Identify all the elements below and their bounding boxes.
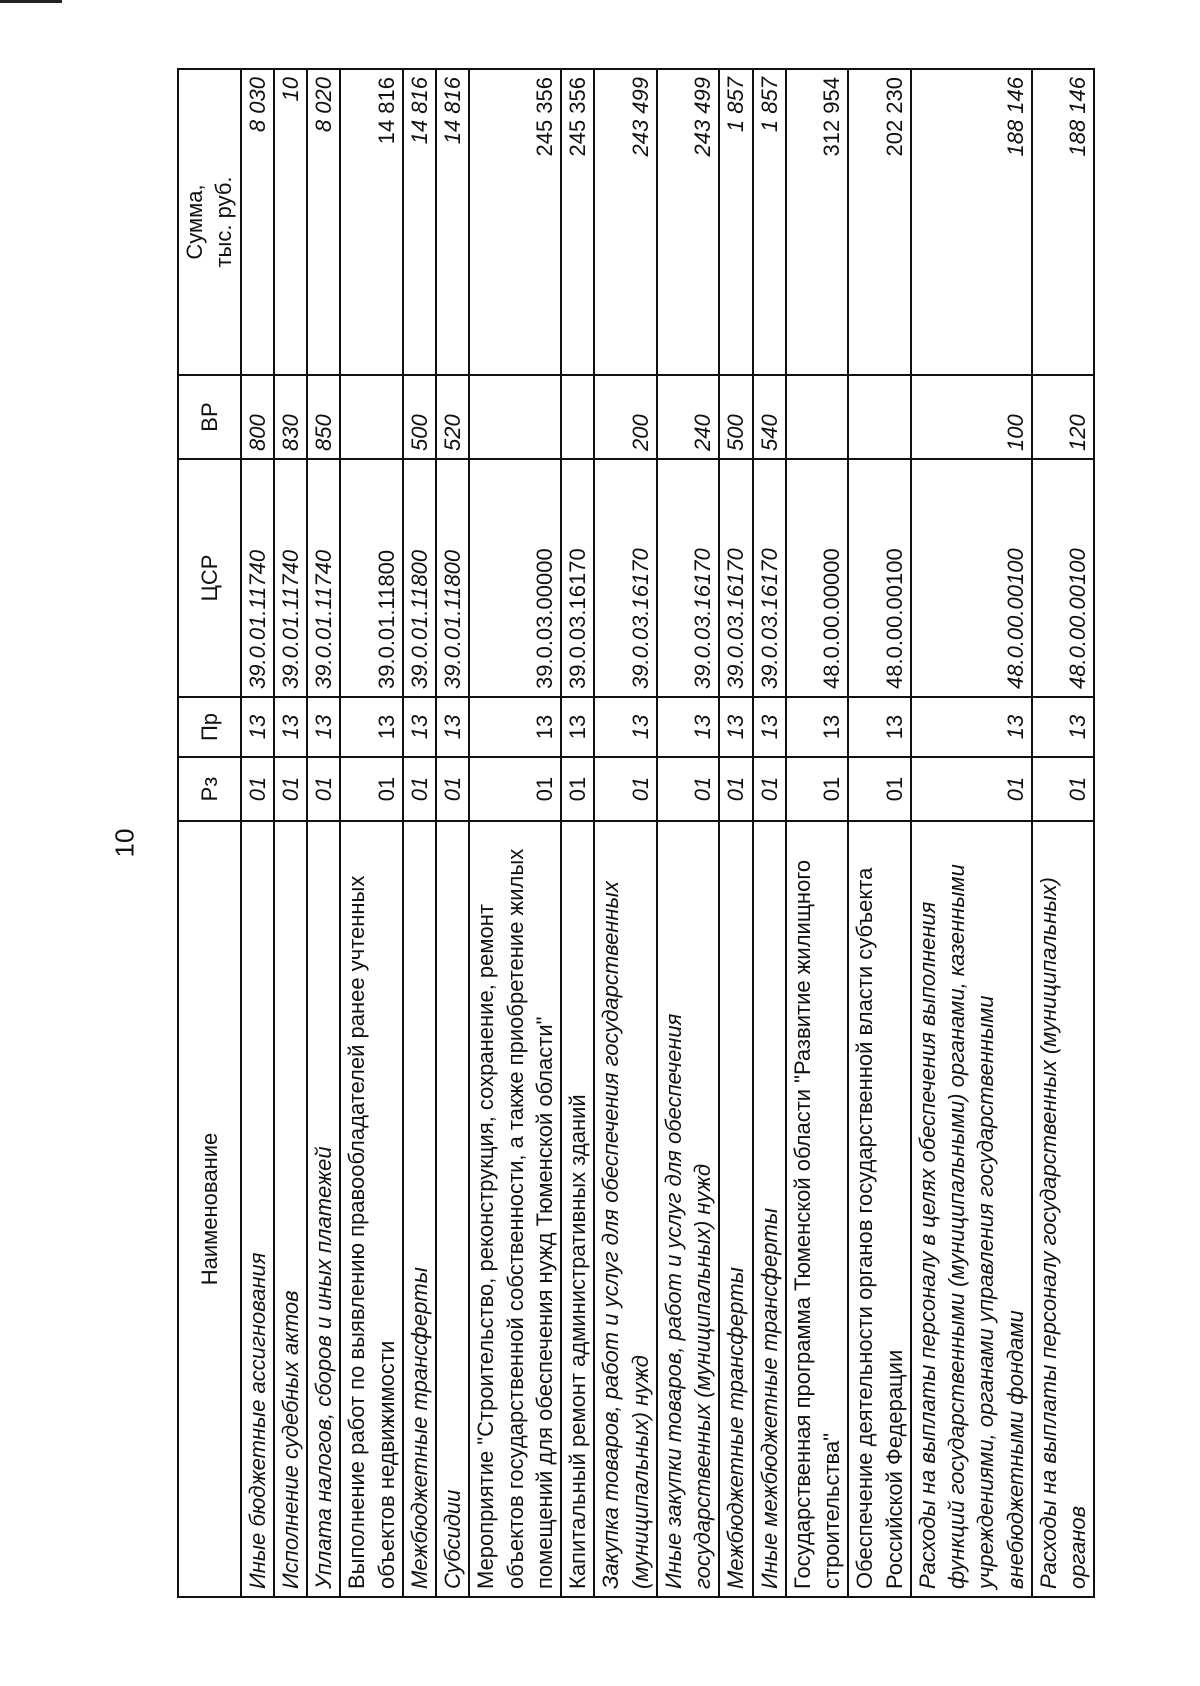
- scan-edge-mark: [0, 0, 62, 3]
- table-row: [594, 69, 657, 1597]
- cell-sum: 14 816: [403, 69, 436, 375]
- table-row: [469, 69, 561, 1597]
- cell-sum: 243 499: [594, 69, 657, 375]
- cell-name: Уплата налогов, сборов и иных платежей: [307, 821, 340, 1597]
- cell-rz: 01: [911, 757, 1032, 821]
- cell-rz: 01: [307, 757, 340, 821]
- cell-name: Капитальный ремонт административных зданий: [561, 821, 594, 1597]
- cell-rz: 01: [436, 757, 469, 821]
- cell-pr: 13: [594, 697, 657, 757]
- cell-rz: 01: [594, 757, 657, 821]
- table-row: [657, 69, 720, 1597]
- table-row: [786, 69, 849, 1597]
- cell-sum: 245 356: [469, 69, 561, 375]
- cell-name: Субсидии: [436, 821, 469, 1597]
- cell-name: Исполнение судебных актов: [274, 821, 307, 1597]
- cell-pr: 13: [274, 697, 307, 757]
- cell-name: Иные закупки товаров, работ и услуг для обеспечения государственных (муниципальных) нужд: [657, 821, 720, 1597]
- cell-rz: 01: [657, 757, 720, 821]
- header-sum-line2: тыс. руб.: [211, 176, 237, 268]
- cell-csr: 48.0.00.00100: [848, 459, 911, 697]
- cell-pr: 13: [469, 697, 561, 757]
- cell-rz: 01: [719, 757, 752, 821]
- cell-csr: 39.0.03.00000: [469, 459, 561, 697]
- cell-vr: 850: [307, 375, 340, 459]
- cell-sum: 202 230: [848, 69, 911, 375]
- cell-pr: 13: [911, 697, 1032, 757]
- header-row: [178, 69, 241, 1597]
- cell-vr: 520: [436, 375, 469, 459]
- header-rz: Рз: [178, 757, 241, 821]
- cell-vr: 100: [911, 375, 1032, 459]
- cell-vr: 120: [1032, 375, 1095, 459]
- cell-name: Закупка товаров, работ и услуг для обеспечения государственных (муниципальных) нужд: [594, 821, 657, 1597]
- cell-sum: 14 816: [436, 69, 469, 375]
- table-row: [436, 69, 469, 1597]
- cell-sum: 8 020: [307, 69, 340, 375]
- cell-rz: 01: [403, 757, 436, 821]
- cell-sum: 312 954: [786, 69, 849, 375]
- cell-vr: 800: [241, 375, 274, 459]
- cell-rz: 01: [1032, 757, 1095, 821]
- cell-csr: 39.0.03.16170: [594, 459, 657, 697]
- budget-table-rotated: [177, 70, 1090, 1598]
- cell-vr: [561, 375, 594, 459]
- header-csr: ЦСР: [178, 459, 241, 697]
- header-pr: Пр: [178, 697, 241, 757]
- cell-rz: 01: [469, 757, 561, 821]
- cell-pr: 13: [561, 697, 594, 757]
- cell-pr: 13: [307, 697, 340, 757]
- cell-pr: 13: [241, 697, 274, 757]
- cell-rz: 01: [753, 757, 786, 821]
- cell-name: Обеспечение деятельности органов государственной власти субъекта Российской Федерации: [848, 821, 911, 1597]
- page-number: 10: [109, 828, 140, 858]
- table-row: [753, 69, 786, 1597]
- cell-vr: [848, 375, 911, 459]
- cell-name: Межбюджетные трансферты: [719, 821, 752, 1597]
- cell-sum: 245 356: [561, 69, 594, 375]
- cell-name: Иные межбюджетные трансферты: [753, 821, 786, 1597]
- table-row: [848, 69, 911, 1597]
- cell-rz: 01: [340, 757, 403, 821]
- cell-pr: 13: [657, 697, 720, 757]
- cell-sum: 1 857: [719, 69, 752, 375]
- cell-sum: 14 816: [340, 69, 403, 375]
- cell-csr: 39.0.01.11800: [340, 459, 403, 697]
- cell-vr: 500: [403, 375, 436, 459]
- table-row: [561, 69, 594, 1597]
- header-name: Наименование: [178, 821, 241, 1597]
- cell-name: Государственная программа Тюменской области "Развитие жилищного строительства": [786, 821, 849, 1597]
- cell-rz: 01: [786, 757, 849, 821]
- cell-pr: 13: [340, 697, 403, 757]
- cell-csr: 39.0.03.16170: [753, 459, 786, 697]
- header-sum-line1: Сумма,: [182, 184, 207, 260]
- cell-pr: 13: [719, 697, 752, 757]
- cell-name: Мероприятие "Строительство, реконструкция, сохранение, ремонт объектов государственной собственности, а также приобретение жилых помещений для обеспечения нужд Тюменской области": [469, 821, 561, 1597]
- cell-name: Иные бюджетные ассигнования: [241, 821, 274, 1597]
- cell-csr: 39.0.01.11740: [307, 459, 340, 697]
- cell-sum: 8 030: [241, 69, 274, 375]
- cell-csr: 39.0.01.11800: [436, 459, 469, 697]
- cell-pr: 13: [753, 697, 786, 757]
- cell-pr: 13: [436, 697, 469, 757]
- table-row: [719, 69, 752, 1597]
- cell-sum: 188 146: [1032, 69, 1095, 375]
- cell-rz: 01: [848, 757, 911, 821]
- cell-csr: 48.0.00.00000: [786, 459, 849, 697]
- cell-pr: 13: [786, 697, 849, 757]
- cell-name: Межбюджетные трансферты: [403, 821, 436, 1597]
- cell-rz: 01: [274, 757, 307, 821]
- cell-name: Выполнение работ по выявлению правообладателей ранее учтенных объектов недвижимости: [340, 821, 403, 1597]
- cell-vr: [786, 375, 849, 459]
- cell-pr: 13: [1032, 697, 1095, 757]
- table-row: [307, 69, 340, 1597]
- cell-rz: 01: [241, 757, 274, 821]
- cell-vr: 540: [753, 375, 786, 459]
- cell-csr: 39.0.01.11740: [241, 459, 274, 697]
- table-row: [274, 69, 307, 1597]
- table-row: [1032, 69, 1095, 1597]
- table-row: [911, 69, 1032, 1597]
- cell-vr: 240: [657, 375, 720, 459]
- header-vr: ВР: [178, 375, 241, 459]
- cell-csr: 39.0.03.16170: [561, 459, 594, 697]
- table-row: [340, 69, 403, 1597]
- cell-sum: 10: [274, 69, 307, 375]
- cell-csr: 39.0.03.16170: [719, 459, 752, 697]
- table-row: [403, 69, 436, 1597]
- cell-sum: 1 857: [753, 69, 786, 375]
- table-body: [241, 69, 1095, 1597]
- cell-csr: 39.0.01.11800: [403, 459, 436, 697]
- cell-pr: 13: [403, 697, 436, 757]
- cell-vr: [340, 375, 403, 459]
- header-sum: [178, 69, 241, 375]
- cell-vr: 500: [719, 375, 752, 459]
- cell-vr: 830: [274, 375, 307, 459]
- cell-vr: [469, 375, 561, 459]
- cell-csr: 48.0.00.00100: [1032, 459, 1095, 697]
- cell-vr: 200: [594, 375, 657, 459]
- cell-csr: 39.0.01.11740: [274, 459, 307, 697]
- cell-sum: 188 146: [911, 69, 1032, 375]
- cell-name: Расходы на выплаты персоналу в целях обеспечения выполнения функций государственными (муниципальными) органами, казенными учреждениями, органами управления государственными внебюджетными фондами: [911, 821, 1032, 1597]
- budget-table: [177, 68, 1095, 1598]
- cell-csr: 48.0.00.00100: [911, 459, 1032, 697]
- cell-name: Расходы на выплаты персоналу государственных (муниципальных) органов: [1032, 821, 1095, 1597]
- table-row: [241, 69, 274, 1597]
- cell-pr: 13: [848, 697, 911, 757]
- cell-csr: 39.0.03.16170: [657, 459, 720, 697]
- cell-sum: 243 499: [657, 69, 720, 375]
- cell-rz: 01: [561, 757, 594, 821]
